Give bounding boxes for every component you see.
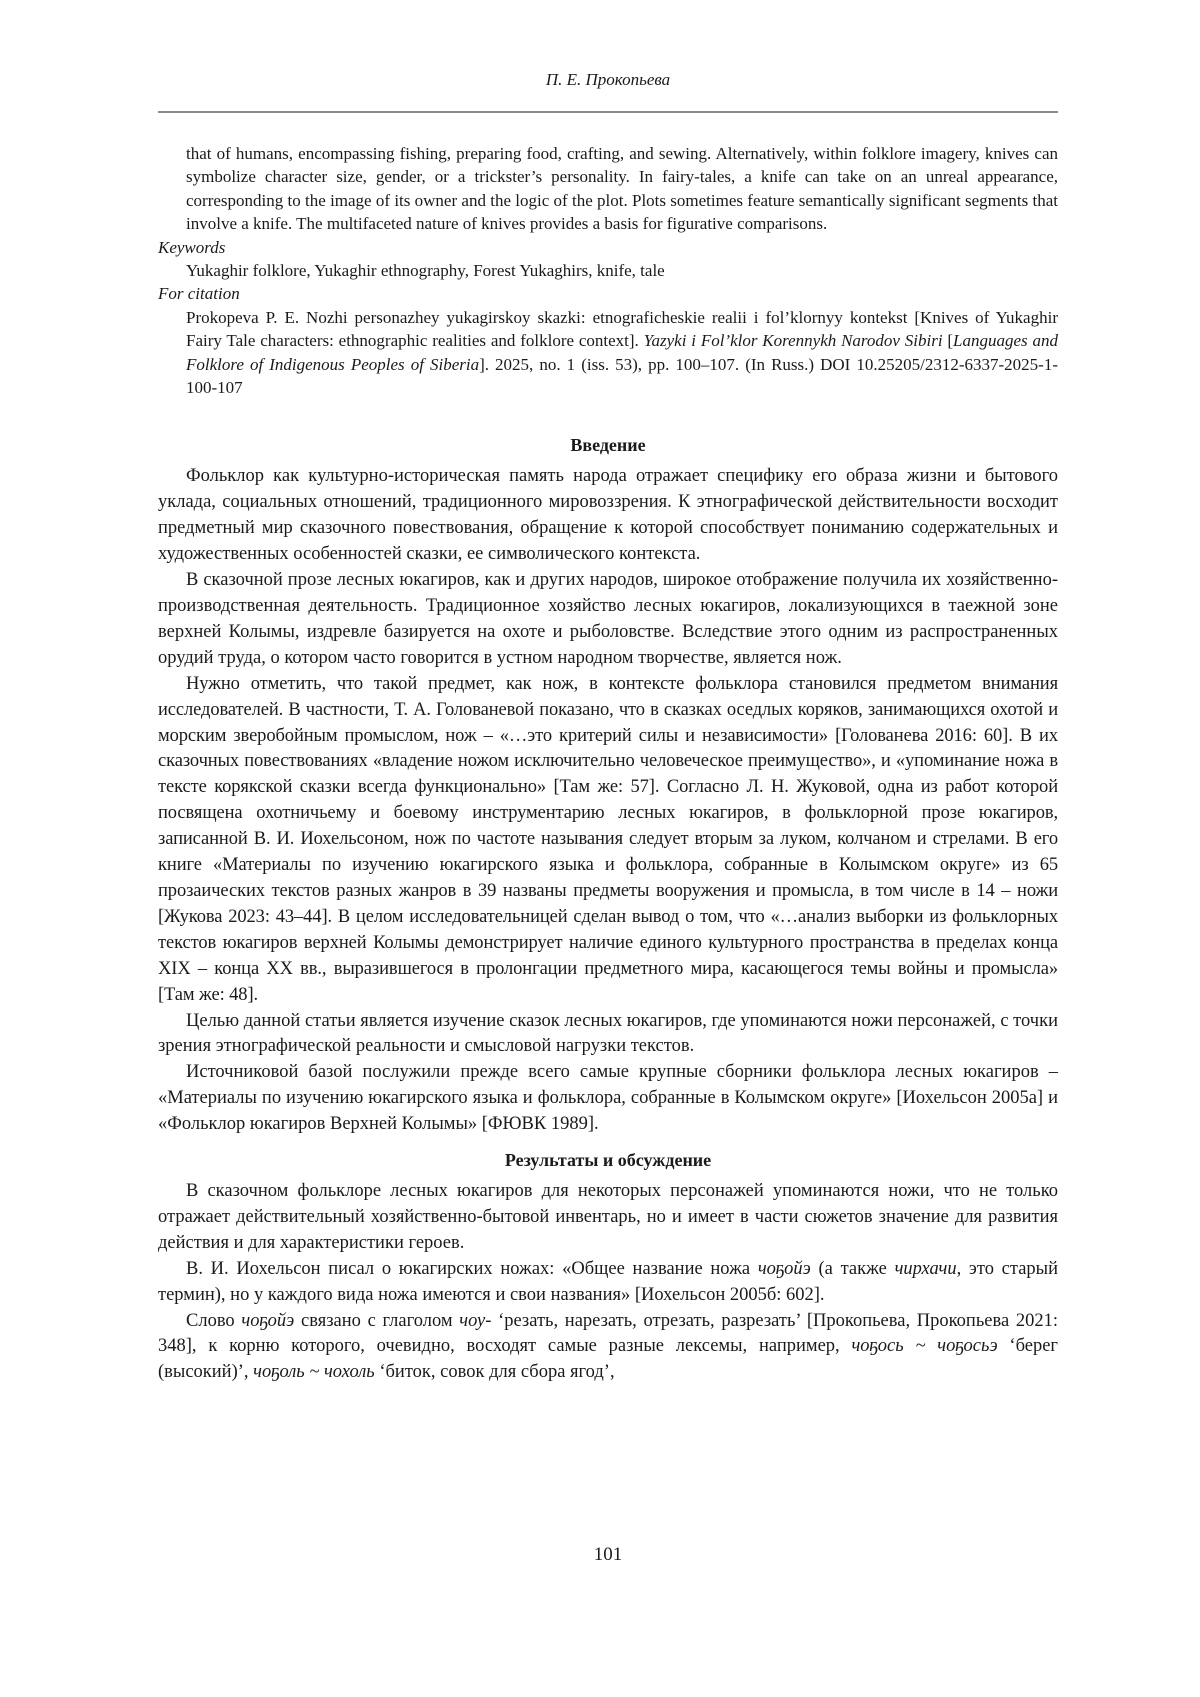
citation-journal: Yazyki i Fol’klor Korennykh Narodov Sibiri (643, 331, 943, 351)
yukaghir-term: чоҕоль ~ чохоль (253, 1362, 375, 1383)
keywords-value: Yukaghir folklore, Yukaghir ethnography, Forest Yukaghirs, knife, tale (186, 261, 665, 281)
text-run: ‘берег (высокий)’, (158, 1336, 1058, 1383)
yukaghir-term: чоҕойэ (757, 1258, 811, 1279)
text-run: ‘биток, совок для сбора ягод’, (374, 1362, 615, 1383)
results-paragraph (158, 1257, 1058, 1309)
section-title-introduction: Введение (570, 435, 646, 456)
page-number: 101 (593, 1544, 623, 1565)
yukaghir-term: чоҕось ~ чоҕосьэ (851, 1336, 998, 1357)
intro-paragraph: Фольклор как культурно-историческая память народа отражает специфику его образа жизни и бытового уклада, социальных отношений, традиционного мировоззрения. К этнографической действительности восходит предметный мир сказочного повествования, обращение к которой способствует пониманию содержательных и художественных особенностей сказки, ее символического контекста. (158, 466, 1058, 565)
text-run: Слово (186, 1310, 242, 1331)
citation-part: [ (942, 331, 954, 351)
citation-part: Prokopeva P. E. Nozhi personazhey yukagirskoy skazki: etnograficheskie realii i fol’klornyy kontekst [Knives of Yukaghir Fairy Tale characters: ethnographic realities and folklore context]. (186, 307, 1058, 351)
yukaghir-term: чирхачи (894, 1258, 957, 1279)
keywords-label: Keywords (158, 237, 226, 257)
article-body (158, 142, 1058, 1386)
abstract-text: that of humans, encompassing fishing, preparing food, crafting, and sewing. Alternatively, within folklore imagery, knives can symbolize character size, gender, or a trickster’s personality. In fairy-tales, a knife can take on an unreal appearance, corresponding to the image of its owner and the logic of the plot. Plots sometimes feature semantically significant segments that involve a knife. The multifaceted nature of knives provides a basis for figurative comparisons. (186, 144, 1058, 234)
header-rule (158, 111, 1058, 113)
citation-text (186, 306, 1058, 400)
citation-part: ]. 2025, no. 1 (iss. 53), pp. 100–107. (In Russ.) DOI 10.25205/2312-6337-2025-1-100-107 (186, 354, 1058, 398)
text-run: , это старый термин), но у каждого вида ножа имеются и свои названия» [Иохельсон 2005б: 602]. (158, 1258, 1058, 1305)
intro-paragraph: Источниковой базой послужили прежде всего самые крупные сборники фольклора лесных юкагиров – «Материалы по изучению юкагирского языка и фольклора, собранные в Колымском округе» [Иохельсон 2005а] и «Фольклор юкагиров Верхней Колымы» [ФЮВК 1989]. (158, 1062, 1058, 1135)
running-head: П. Е. Прокопьева (545, 70, 671, 89)
text-run: ‘резать, нарезать, отрезать, разрезать’ [Прокопьева, Прокопьева 2021: 348], к корню которого, очевидно, восходят самые разные лексемы, например, (158, 1310, 1059, 1357)
yukaghir-term: чоҕойэ (241, 1310, 295, 1331)
text-run: связано с глаголом (294, 1310, 460, 1331)
text-run: В. И. Иохельсон писал о юкагирских ножах: «Общее название ножа (186, 1258, 758, 1279)
yukaghir-term: чоу- (459, 1310, 492, 1331)
text-run: (а также (810, 1258, 895, 1279)
results-paragraph: В сказочном фольклоре лесных юкагиров для некоторых персонажей упоминаются ножи, что не только отражает действительный хозяйственно-бытовой инвентарь, но и имеет в части сюжетов значение для развития действия и для характеристики героев. (158, 1181, 1058, 1253)
citation-label: For citation (158, 284, 240, 304)
section-title-results: Результаты и обсуждение (504, 1150, 712, 1171)
intro-paragraph: Нужно отметить, что такой предмет, как нож, в контексте фольклора становился предметом внимания исследователей. В частности, Т. А. Голованевой показано, что в сказках оседлых коряков, занимающихся охотой и морским зверобойным промыслом, нож – «…это критерий силы и независимости» [Голованева 2016: 60]. В их сказочных повествованиях «владение ножом исключительно человеческое преимущество», и «упоминание ножа в тексте корякской сказки всегда функционально» [Там же: 57]. Согласно Л. Н. Жуковой, одна из работ которой посвящена охотничьему и боевому инструментарию лесных юкагиров, в фольклорной прозе юкагиров, записанной В. И. Иохельсоном, нож по частоте называния следует вторым за луком, колчаном и стрелами. В его книге «Материалы по изучению юкагирского языка и фольклора, собранные в Колымском округе» из 65 прозаических текстов разных жанров в 39 названы предметы вооружения и промысла, в том числе в 14 – ножи [Жукова 2023: 43–44]. В целом исследовательницей сделан вывод о том, что «…анализ выборки из фольклорных текстов юкагиров верхней Колымы демонстрирует наличие единого культурного пространства в пределах конца XIX – конца XX вв., выразившегося в пролонгации предметного мира, касающегося темы войны и промысла» [Там же: 48]. (158, 673, 1058, 1005)
results-paragraph (158, 1309, 1058, 1387)
intro-paragraph: В сказочной прозе лесных юкагиров, как и других народов, широкое отображение получила их хозяйственно-производственная деятельность. Традиционное хозяйство лесных юкагиров, локализующихся в таежной зоне верхней Колымы, издревле базируется на охоте и рыболовстве. Вследствие этого одним из распространенных орудий труда, о котором часто говорится в устном народном творчестве, является нож. (158, 570, 1058, 668)
intro-paragraph: Целью данной статьи является изучение сказок лесных юкагиров, где упоминаются ножи персонажей, с точки зрения этнографической реальности и смысловой нагрузки текстов. (158, 1010, 1058, 1057)
citation-journal-en: Languages and Folklore of Indigenous Peoples of Siberia (186, 331, 1058, 374)
